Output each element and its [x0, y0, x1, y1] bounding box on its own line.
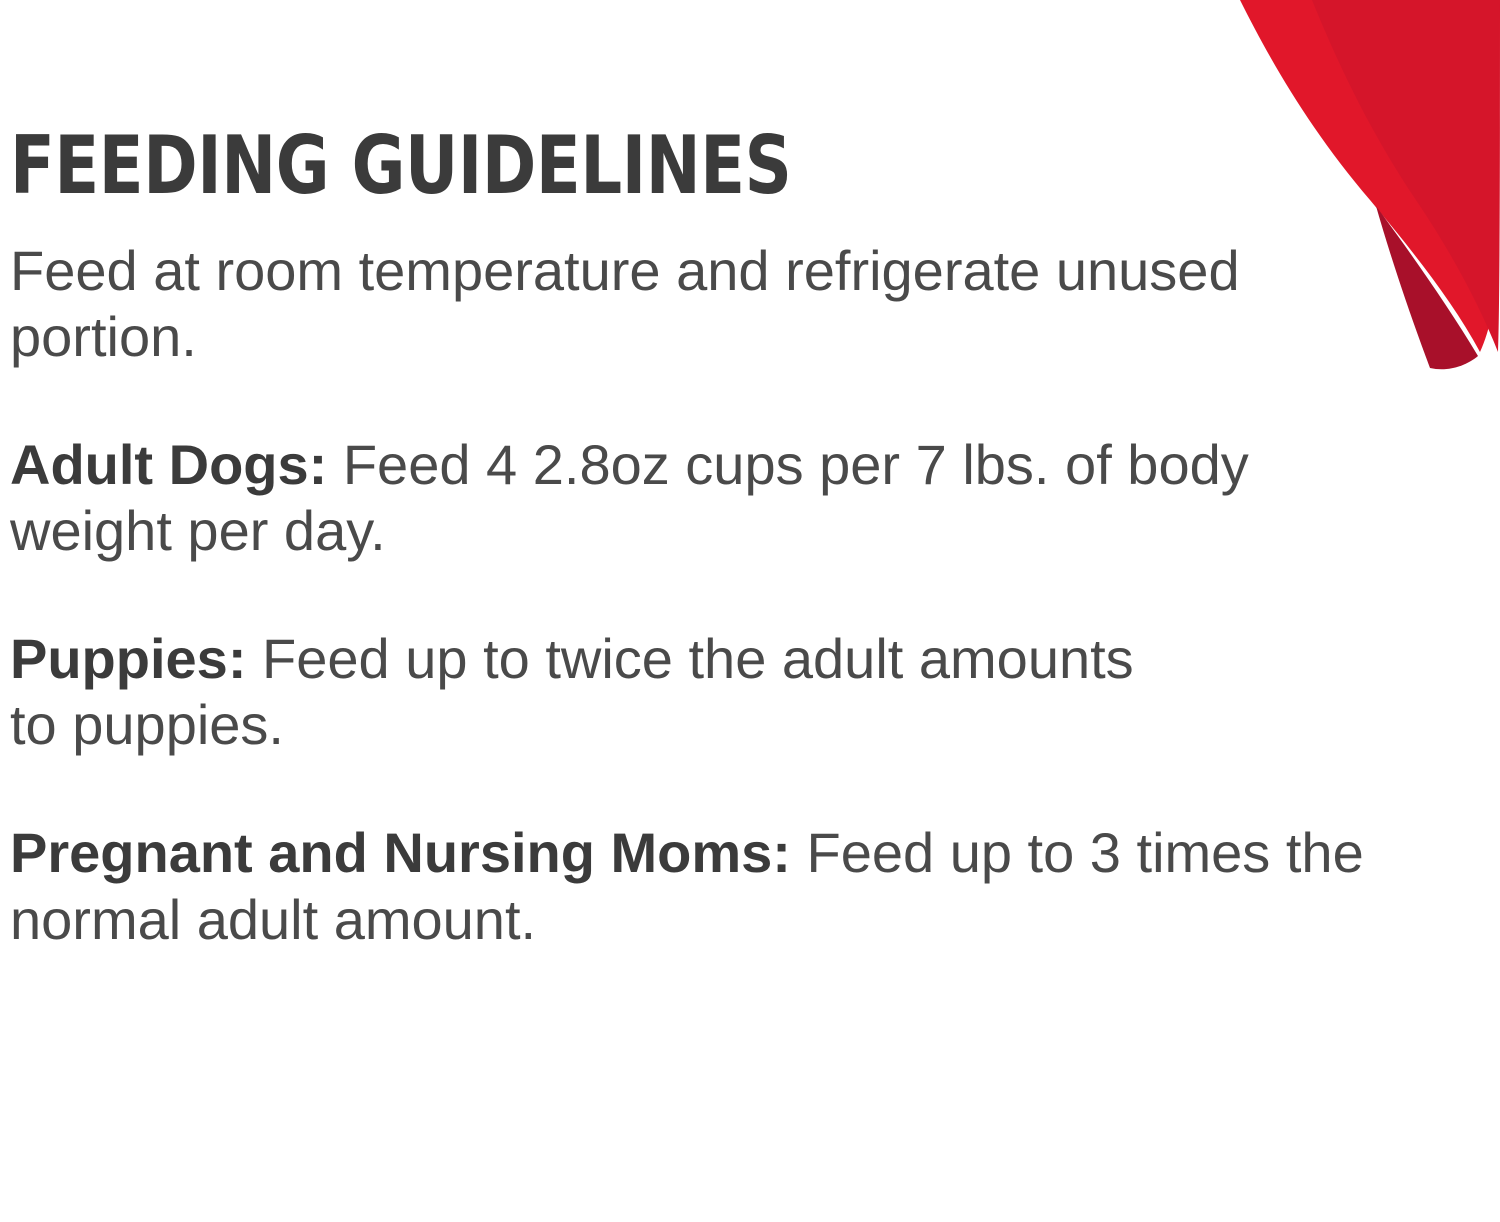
paragraph-nursing-moms [10, 820, 1430, 952]
paragraph-adult-dogs [10, 432, 1420, 564]
paragraph-puppies-label: Puppies: [10, 627, 247, 691]
paragraph-nursing-moms-label: Pregnant and Nursing Moms: [10, 821, 791, 885]
paragraph-puppies-text: Feed up to twice the adult amounts to puppies. [10, 627, 1134, 757]
paragraph-intro-text: Feed at room temperature and refrigerate unused portion. [10, 239, 1240, 369]
paragraph-adult-dogs-text: Feed 4 2.8oz cups per 7 lbs. of body weight per day. [10, 433, 1249, 563]
paragraph-intro [10, 238, 1370, 370]
guidelines-content [10, 119, 1430, 953]
paragraph-puppies [10, 626, 1190, 758]
page-title: FEEDING GUIDELINES [10, 119, 792, 212]
paragraph-nursing-moms-text: Feed up to 3 times the normal adult amount. [10, 821, 1364, 951]
paragraph-adult-dogs-label: Adult Dogs: [10, 433, 328, 497]
